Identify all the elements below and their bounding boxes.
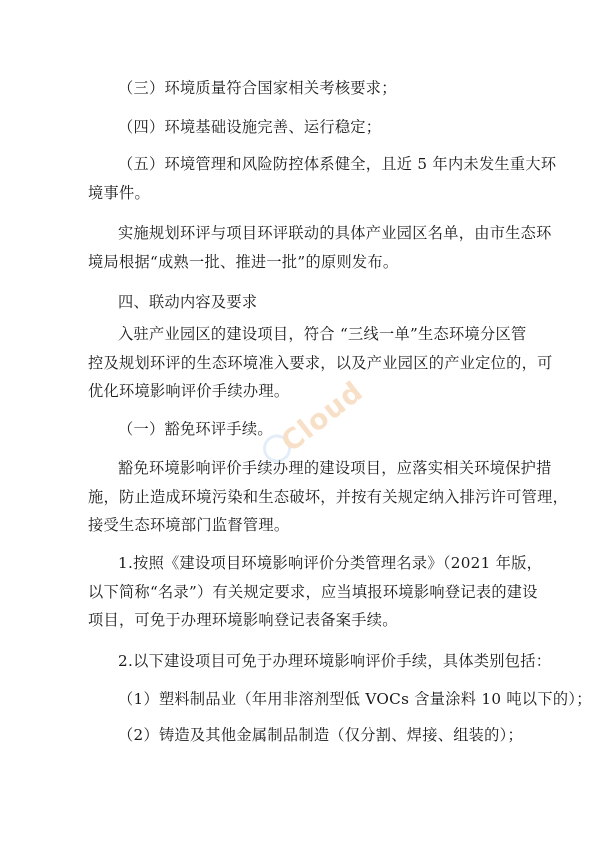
text-line: 境局根据“成熟一批、推进一批”的原则发布。 <box>88 252 399 271</box>
text-line: 四、联动内容及要求 <box>118 293 258 311</box>
text-line: 1.按照《建设项目环境影响评价分类管理名录》（2021 年版， <box>118 554 543 572</box>
paragraph-item-2 <box>0 647 595 676</box>
text-line: （四）环境基础设施完善、运行稳定； <box>118 118 382 136</box>
paragraph-park-list <box>0 219 595 276</box>
text-line: 境事件。 <box>88 183 150 202</box>
text-line: （三）环境质量符合国家相关考核要求； <box>118 79 397 97</box>
paragraph-subitem-2 <box>0 721 595 750</box>
paragraph-env-infrastructure <box>0 113 595 142</box>
watermark-text: Cloud <box>274 374 370 459</box>
paragraph-exempt-projects <box>0 454 595 540</box>
subheading-exemption <box>0 415 595 444</box>
text-line: 施，防止造成环境污染和生态破坏，并按有关规定纳入排污许可管理， <box>88 487 569 506</box>
text-line: （2）铸造及其他金属制品制造（仅分割、焊接、组装的）； <box>118 726 524 744</box>
paragraph-env-risk-management <box>0 150 595 207</box>
text-line: 优化环境影响评价手续办理。 <box>88 382 290 400</box>
section-heading-linkage <box>0 288 595 317</box>
text-line: （五）环境管理和风险防控体系健全，且近 5 年内未发生重大环 <box>118 155 557 173</box>
text-line: 以下简称“名录”）有关规定要求，应当填报环境影响登记表的建设 <box>88 582 538 601</box>
paragraph-item-1 <box>0 549 595 635</box>
text-line: 项目，可免于办理环境影响登记表备案手续。 <box>88 611 398 629</box>
text-line: 控及规划环评的生态环境准入要求，以及产业园区的产业定位的，可 <box>88 353 553 372</box>
text-line: 入驻产业园区的建设项目，符合 “三线一单”生态环境分区管 <box>118 325 527 343</box>
paragraph-subitem-1 <box>0 685 595 714</box>
text-line: 2.以下建设项目可免于办理环境影响评价手续，具体类别包括： <box>118 652 552 670</box>
text-line: （1）塑料制品业（年用非溶剂型低 VOCs 含量涂料 10 吨以下的）； <box>118 690 592 708</box>
text-line: 豁免环境影响评价手续办理的建设项目，应落实相关环境保护措 <box>118 459 552 477</box>
text-line: 实施规划环评与项目环评联动的具体产业园区名单，由市生态环 <box>118 224 552 242</box>
paragraph-park-projects <box>0 320 595 406</box>
paragraph-env-quality <box>0 74 595 103</box>
text-line: （一）豁免环评手续。 <box>118 420 273 438</box>
text-line: 接受生态环境部门监督管理。 <box>88 516 290 534</box>
